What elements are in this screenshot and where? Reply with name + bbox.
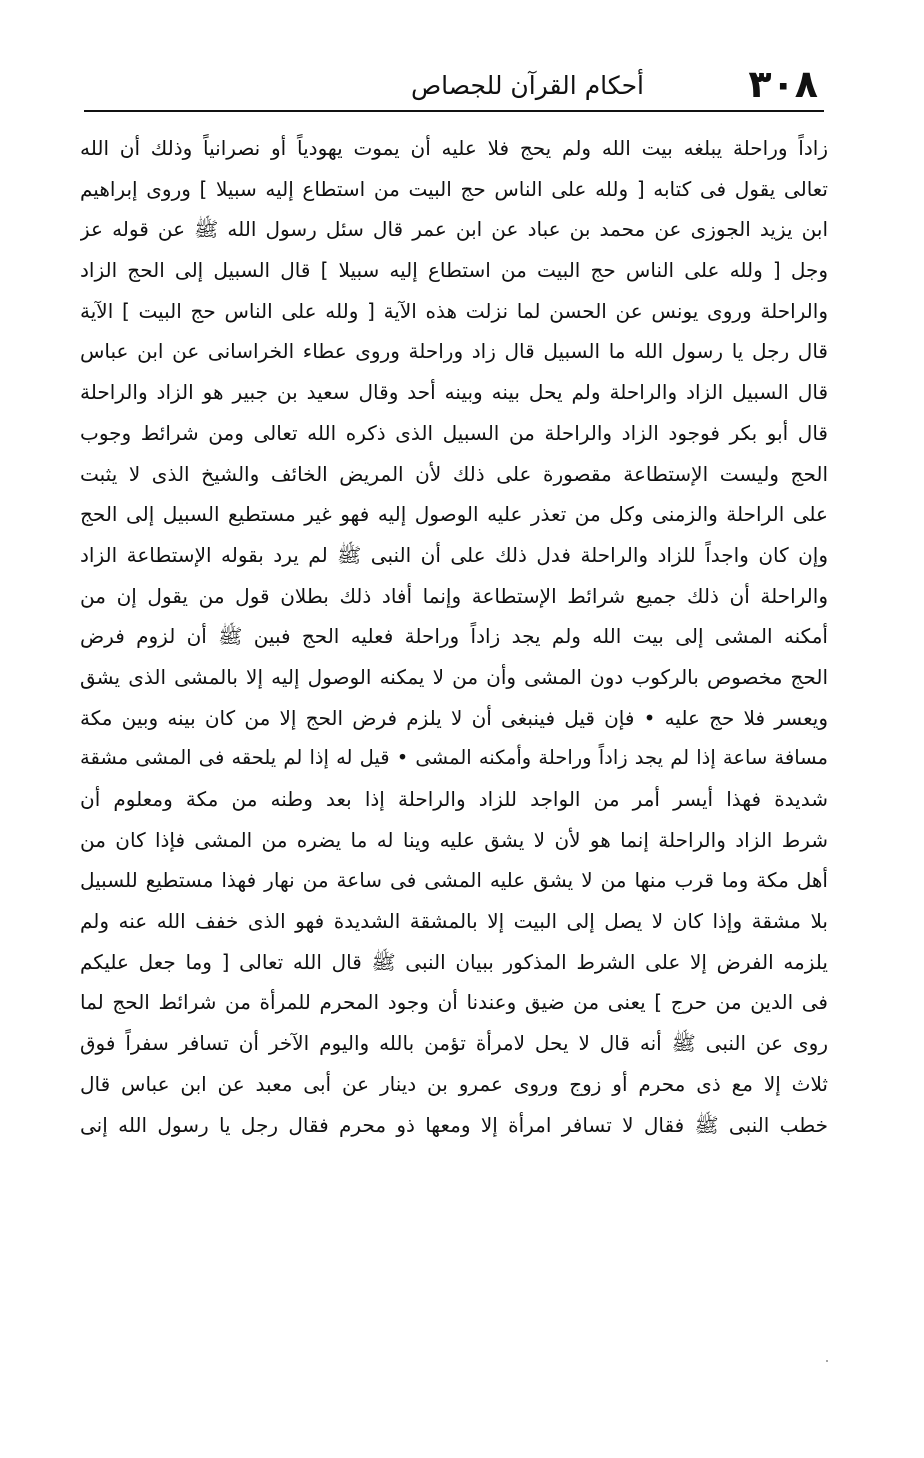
running-title: أحكام القرآن للجصاص	[410, 71, 644, 100]
text-line: شرط الزاد والراحلة إنما هو لأن لا يشق عليه وينا له ما يضره من المشى فإذا كان من	[80, 827, 828, 852]
body-text	[80, 128, 828, 1145]
text-line: مسافة ساعة إذا لم يجد زاداً وراحلة وأمكنه المشى • قيل له إذا لم يلحقه فى المشى مشقة	[80, 746, 828, 770]
text-line: أمكنه المشى إلى بيت الله ولم يجد زاداً وراحلة فعليه الحج فبين ﷺ أن لزوم فرض	[80, 624, 828, 649]
text-line: زاداً وراحلة يبلغه بيت الله ولم يحج فلا عليه أن يموت يهودياً أو نصرانياً وذلك أن الله	[80, 136, 828, 160]
text-line: على الراحلة والزمنى وكل من تعذر عليه الوصول إليه فهو غير مستطيع السبيل إلى الحج	[80, 502, 828, 527]
text-line: ابن يزيد الجوزى عن محمد بن عباد عن ابن عمر قال سئل رسول الله ﷺ عن قوله عز	[80, 217, 828, 242]
header-divider	[84, 110, 824, 112]
text-line: تعالى يقول فى كتابه [ ولله على الناس حج البيت من استطاع إليه سبيلا ] وروى إبراهيم	[80, 176, 828, 201]
text-line: قال السبيل الزاد والراحلة ولم يحل بينه وبينه أحد وقال سعيد بن جبير هو الزاد والراحلة	[80, 380, 828, 405]
text-line: الحج وليست الإستطاعة مقصورة على ذلك لأن المريض الخائف والشيخ الذى لا يثبت	[80, 461, 828, 486]
text-line: ويعسر فلا حج عليه • فإن قيل فينبغى أن لا يلزم فرض الحج إلا من كان بينه وبين مكة	[80, 705, 828, 730]
text-line: قال رجل يا رسول الله ما السبيل قال زاد وراحلة وروى عطاء الخراسانى عن ابن عباس	[80, 339, 828, 364]
text-line: والراحلة وروى يونس عن الحسن لما نزلت هذه الآية [ ولله على الناس حج البيت ] الآية	[80, 298, 828, 323]
page-number: ٣٠٨	[748, 62, 818, 106]
text-line: وإن كان واجداً للزاد والراحلة فدل ذلك على أن النبى ﷺ لم يرد بقوله الإستطاعة الزاد	[80, 542, 828, 567]
text-line: روى عن النبى ﷺ أنه قال لا يحل لامرأة تؤمن بالله واليوم الآخر أن تسافر سفراً فوق	[80, 1031, 828, 1056]
text-line: الحج مخصوص بالركوب دون المشى وأن من لا يمكنه الوصول إليه إلا بالمشى الذى يشق	[80, 664, 828, 689]
text-line: ثلاث إلا مع ذى محرم أو زوج وروى عمرو بن دينار عن أبى معبد عن ابن عباس قال	[80, 1071, 828, 1096]
text-line: يلزمه الفرض إلا على الشرط المذكور ببيان النبى ﷺ قال الله تعالى [ وما جعل عليكم	[80, 949, 828, 974]
text-line: بلا مشقة وإذا كان لا يصل إلى البيت إلا بالمشقة الشديدة فهو الذى خفف الله عنه ولم	[80, 909, 828, 934]
text-line: فى الدين من حرج ] يعنى من ضيق وعندنا أن وجود المحرم للمرأة من شرائط الحج لما	[80, 990, 828, 1015]
scan-speck	[826, 1360, 828, 1362]
text-line: شديدة فهذا أيسر أمر من الواجد للزاد والراحلة إذا بعد وطنه من مكة ومعلوم أن	[80, 787, 828, 811]
text-line: خطب النبى ﷺ فقال لا تسافر امرأة إلا ومعها ذو محرم فقال رجل يا رسول الله إنى	[80, 1112, 828, 1137]
text-line: أهل مكة وما قرب منها من لا يشق عليه المشى فى ساعة من نهار فهذا مستطيع للسبيل	[80, 868, 828, 893]
text-line: وجل [ ولله على الناس حج البيت من استطاع إليه سبيلا ] قال السبيل إلى الحج الزاد	[80, 258, 828, 283]
page-header	[84, 58, 824, 110]
text-line: قال أبو بكر فوجود الزاد والراحلة من السبيل الذى ذكره الله تعالى ومن شرائط وجوب	[80, 420, 828, 445]
text-line: والراحلة أن ذلك جميع شرائط الإستطاعة وإنما أفاد ذلك بطلان قول من يقول إن من	[80, 583, 828, 608]
